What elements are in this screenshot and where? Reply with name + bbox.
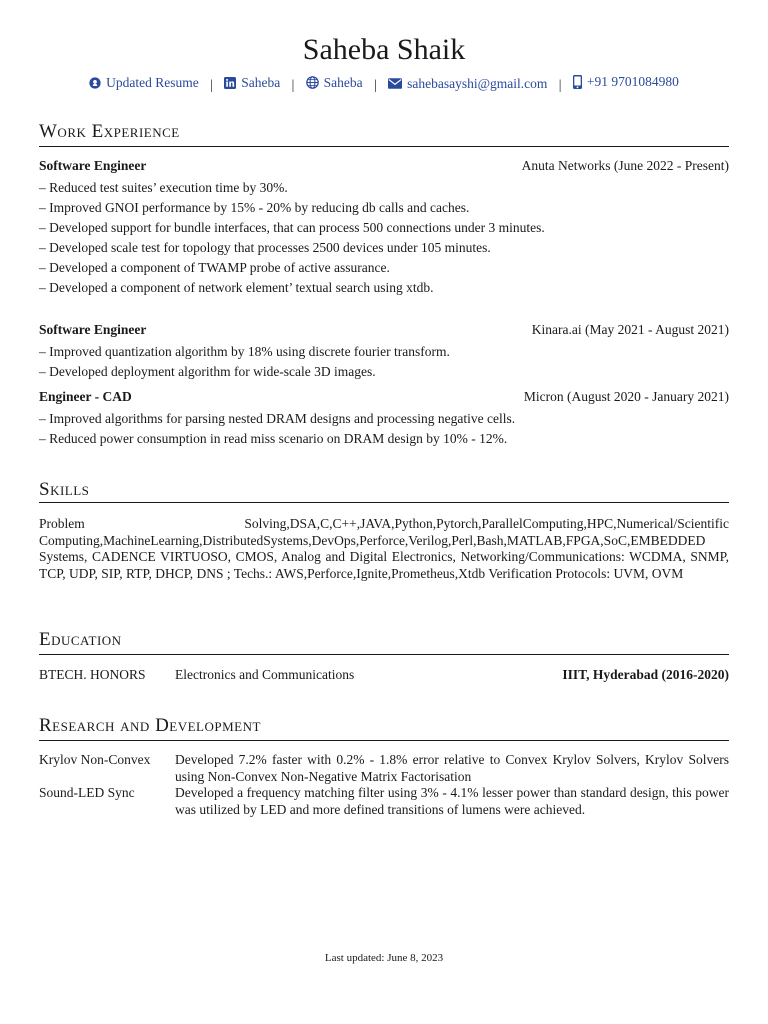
phone-icon <box>573 75 582 89</box>
list-item: – Developed a component of TWAMP probe of active assurance. <box>39 258 729 278</box>
envelope-icon <box>388 78 402 89</box>
section-title-work: Work Experience <box>39 121 180 142</box>
list-item: – Developed deployment algorithm for wide-scale 3D images. <box>39 362 729 382</box>
list-item: – Developed scale test for topology that processes 2500 devices under 105 minutes. <box>39 238 729 258</box>
research-description: Developed 7.2% faster with 0.2% - 1.8% error relative to Convex Krylov Solvers, Krylov Solvers using Non-Convex Non-Negative Matrix Factorisation <box>175 752 729 784</box>
section-divider <box>39 740 729 741</box>
list-item: – Reduced power consumption in read miss scenario on DRAM design by 10% - 12%. <box>39 429 729 449</box>
job-title: Software Engineer <box>39 158 147 173</box>
job-bullets <box>39 178 729 298</box>
candidate-name: Saheba Shaik <box>302 33 466 66</box>
contact-linkedin-link[interactable]: Saheba <box>224 75 280 91</box>
contact-bar <box>39 74 729 93</box>
education-field: Electronics and Communications <box>175 667 355 682</box>
section-title-education: Education <box>39 629 122 650</box>
skills-text: Problem Solving,DSA,C,C++,JAVA,Python,Pytorch,ParallelComputing,HPC,Numerical/Scientific Computing,MachineLearning,DistributedSystems,DevOps,Perforce,Verilog,Perl,Bash,MATLAB,FPGA,SoC,EMBEDDED Systems, CADENCE VIRTUOSO, CMOS, Analog and Digital Electronics, Networking/Communications: WCDMA, SNMP, TCP, UDP, SIP, RTP, DHCP, DNS ; Techs.: AWS,Perforce,Ignite,Prometheus,Xtdb Verification Protocols: UVM, OVM <box>39 516 729 581</box>
section-title-research: Research and Development <box>39 715 261 736</box>
github-icon <box>89 77 101 89</box>
job-bullets <box>39 409 729 449</box>
contact-email-link[interactable]: sahebasayshi@gmail.com <box>388 76 547 92</box>
section-divider <box>39 502 729 503</box>
job-company-dates: Anuta Networks (June 2022 - Present) <box>521 158 729 173</box>
research-label: Krylov Non-Convex <box>39 752 151 767</box>
list-item: – Improved quantization algorithm by 18% using discrete fourier transform. <box>39 342 729 362</box>
list-item: – Reduced test suites’ execution time by 30%. <box>39 178 729 198</box>
job-title: Engineer - CAD <box>39 389 132 404</box>
job-company-dates: Micron (August 2020 - January 2021) <box>523 389 729 404</box>
contact-website-link[interactable]: Saheba <box>306 75 363 91</box>
list-item: – Improved GNOI performance by 15% - 20% by reducing db calls and caches. <box>39 198 729 218</box>
contact-github-link[interactable]: Updated Resume <box>89 75 199 91</box>
research-label: Sound-LED Sync <box>39 785 135 800</box>
contact-phone-link[interactable]: +91 9701084980 <box>573 74 679 90</box>
research-description: Developed a frequency matching filter using 3% - 4.1% lesser power than standard design, this power was utilized by LED and more defined transitions of lumens were achieved. <box>175 785 729 817</box>
list-item: – Developed support for bundle interfaces, that can process 500 connections under 3 minutes. <box>39 218 729 238</box>
contact-separator: | <box>291 77 295 92</box>
linkedin-icon <box>224 77 236 89</box>
section-divider <box>39 654 729 655</box>
last-updated: Last updated: June 8, 2023 <box>324 952 444 964</box>
section-divider <box>39 146 729 147</box>
globe-icon <box>306 76 319 89</box>
contact-separator: | <box>374 77 377 92</box>
job-company-dates: Kinara.ai (May 2021 - August 2021) <box>531 322 729 337</box>
list-item: – Improved algorithms for parsing nested DRAM designs and processing negative cells. <box>39 409 729 429</box>
education-school: IIIT, Hyderabad (2016-2020) <box>562 667 729 682</box>
list-item: – Developed a component of network element’ textual search using xtdb. <box>39 278 729 298</box>
resume-page <box>39 0 729 1024</box>
job-bullets <box>39 342 729 382</box>
education-degree: BTECH. HONORS <box>39 667 146 682</box>
job-title: Software Engineer <box>39 322 147 337</box>
contact-separator: | <box>210 77 213 92</box>
section-title-skills: Skills <box>39 479 90 500</box>
contact-separator: | <box>558 77 562 92</box>
